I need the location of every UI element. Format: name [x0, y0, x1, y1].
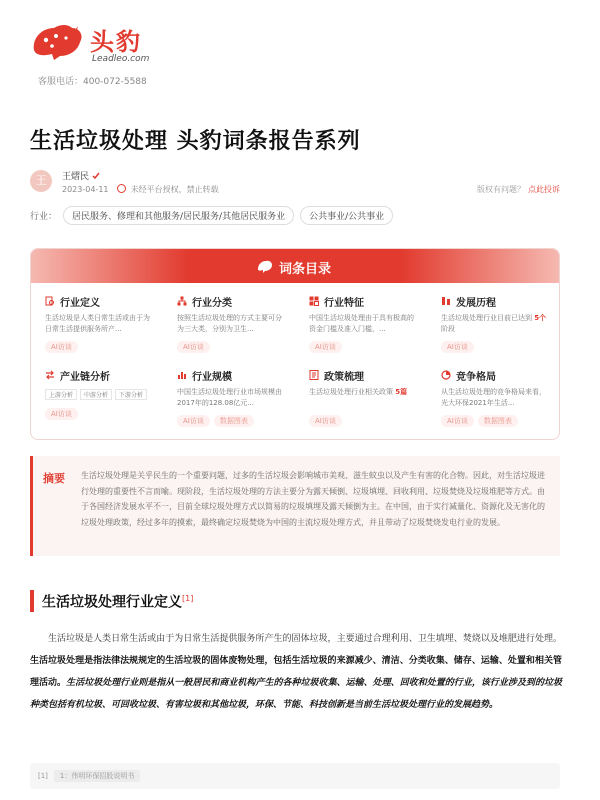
entry-toc — [30, 248, 560, 440]
pie-chart-icon — [441, 370, 451, 380]
industry-label: 行业： — [30, 212, 58, 222]
verified-icon — [92, 172, 100, 180]
section-body — [30, 628, 562, 716]
toc-item-desc: 中国生活垃圾处理由于具有极高的资金门槛及准入门槛，... — [309, 314, 414, 333]
arrows-icon — [45, 370, 55, 380]
abstract-box — [30, 456, 560, 556]
industry-row — [30, 206, 393, 225]
reference-mark: [1] — [38, 772, 48, 780]
toc-item-definition[interactable] — [31, 289, 163, 363]
timeline-icon — [441, 296, 451, 306]
toc-desc-text: 阶段 — [441, 325, 455, 333]
toc-item-scale[interactable] — [163, 363, 295, 437]
brand-name-cn: 头豹 — [90, 28, 142, 56]
body-bold-italic-text: 生活垃圾处理行业则是指从一般居民和商业机构产生的各种垃圾收集、运输、处理、回收和处置的行业，该行业涉及到的垃圾种类包括有机垃圾、可回收垃圾、有害垃圾和其他垃圾，环保、节能、科技创新是当前生活垃圾处理行业的发展趋势。 — [30, 678, 562, 710]
no-repost-icon — [117, 184, 126, 193]
toc-item-features[interactable] — [295, 289, 427, 363]
avatar: 王 — [30, 170, 52, 192]
leadleo-logo[interactable] — [30, 20, 180, 68]
toc-item-desc — [309, 387, 419, 409]
ai-interview-pill[interactable]: AI访谈 — [177, 341, 210, 353]
toc-item-classification[interactable] — [163, 289, 295, 363]
ai-interview-pill[interactable]: AI访谈 — [45, 408, 78, 420]
toc-item-label: 行业规模 — [192, 371, 232, 383]
toc-item-label: 产业链分析 — [60, 371, 110, 383]
industry-tag[interactable]: 居民服务、修理和其他服务/居民服务/其他居民服务业 — [63, 206, 294, 225]
leopard-logo-icon — [30, 20, 86, 64]
author-name-text: 王熠民 — [62, 172, 90, 182]
toc-item-label: 政策梳理 — [324, 371, 364, 383]
toc-grid — [31, 289, 560, 437]
data-chart-pill[interactable]: 数据图表 — [214, 415, 254, 427]
page-title: 生活垃圾处理 头豹词条报告系列 — [30, 129, 361, 154]
toc-item-label: 竞争格局 — [456, 371, 496, 383]
toc-desc-count: 5个 — [534, 314, 547, 322]
toc-item-label: 行业分类 — [192, 297, 232, 309]
toc-item-desc: 从生活垃圾处理的竞争格局来看，光大环保2021年生活... — [441, 388, 546, 407]
body-normal-text: 生活垃圾是人类日常生活或由于为日常生活提供服务所产生的固体垃圾，主要通过合理利用、卫生填埋、焚烧以及堆肥进行处理。 — [48, 634, 562, 644]
hotline: 客服电话：400-072-5588 — [38, 77, 147, 87]
ai-interview-pill[interactable]: AI访谈 — [441, 341, 474, 353]
document-icon — [309, 370, 319, 380]
toc-item-desc — [441, 313, 551, 335]
copyright-report — [477, 184, 560, 195]
toc-item-head — [309, 293, 419, 309]
article-meta — [62, 184, 219, 195]
toc-item-history[interactable] — [427, 289, 559, 363]
toc-item-label: 行业特征 — [324, 297, 364, 309]
downstream-tag[interactable]: 下游分析 — [115, 389, 147, 400]
toc-item-head — [45, 293, 155, 309]
body-bold-text: 生活垃圾处理是指法律法规规定的生活垃圾的固体废物处理，包括生活垃圾的来源减少、清洁、分类收集、储存、运输、处置和相关管理活动。 — [30, 656, 562, 688]
midstream-tag[interactable]: 中游分析 — [80, 389, 112, 400]
ai-interview-pill[interactable]: AI访谈 — [309, 415, 342, 427]
toc-item-desc: 中国生活垃圾处理行业市场规模由2017年的128.08亿元... — [177, 388, 282, 407]
ai-interview-pill[interactable]: AI访谈 — [177, 415, 210, 427]
toc-item-label: 发展历程 — [456, 297, 496, 309]
search-doc-icon — [45, 296, 55, 306]
abstract-label: 摘要 — [43, 472, 65, 485]
reference-item[interactable]: 1：伟明环保招股说明书 — [54, 770, 140, 782]
toc-item-head — [441, 367, 551, 383]
ai-interview-pill[interactable]: AI访谈 — [45, 341, 78, 353]
report-question: 版权有问题？ — [477, 185, 525, 194]
toc-desc-text: 生活垃圾处理行业相关政策 — [309, 388, 396, 396]
toc-item-label: 行业定义 — [60, 297, 100, 309]
toc-item-desc: 按照生活垃圾处理的方式主要可分为三大类，分别为卫生... — [177, 314, 282, 333]
bar-chart-icon — [177, 370, 187, 380]
upstream-tag[interactable]: 上游分析 — [45, 389, 77, 400]
report-link[interactable]: 点此投诉 — [528, 185, 560, 194]
brand-name-en: Leadleo.com — [92, 54, 150, 64]
hierarchy-icon — [177, 296, 187, 306]
toc-item-desc: 生活垃圾是人类日常生活或由于为日常生活提供服务所产... — [45, 314, 150, 333]
toc-item-head — [441, 293, 551, 309]
toc-item-head — [45, 367, 155, 383]
toc-desc-text: 生活垃圾处理行业目前已达到 — [441, 314, 535, 322]
footnote-ref[interactable]: [1] — [182, 594, 194, 603]
toc-item-head — [177, 293, 287, 309]
data-chart-pill[interactable]: 数据图表 — [478, 415, 518, 427]
toc-item-competition[interactable] — [427, 363, 559, 437]
leopard-icon — [257, 258, 273, 274]
toc-item-chain[interactable] — [31, 363, 163, 437]
toc-item-head — [309, 367, 419, 383]
publish-date: 2023-04-11 — [62, 185, 109, 194]
toc-item-head — [177, 367, 287, 383]
toc-title: 词条目录 — [279, 262, 332, 277]
section-title — [30, 590, 193, 612]
industry-tag[interactable]: 公共事业/公共事业 — [300, 206, 393, 225]
ai-interview-pill[interactable]: AI访谈 — [309, 341, 342, 353]
ai-interview-pill[interactable]: AI访谈 — [441, 415, 474, 427]
section-title-text: 生活垃圾处理行业定义 — [42, 594, 182, 611]
grid-icon — [309, 296, 319, 306]
author-name[interactable] — [62, 169, 100, 182]
toc-item-policy[interactable] — [295, 363, 427, 437]
toc-header — [31, 249, 559, 283]
license-note: 未经平台授权，禁止转载 — [130, 185, 219, 194]
references-bar — [30, 763, 560, 789]
toc-desc-count: 5篇 — [395, 388, 408, 396]
abstract-text: 生活垃圾处理是关乎民生的一个重要问题，过多的生活垃圾会影响城市美观、滋生蚊虫以及产生有害的化合物。因此，对生活垃圾进行处理的重要性不言而喻。现阶段，生活垃圾处理的方法主要分为露天倾倒、垃圾填埋、回收利用、垃圾焚烧及垃圾堆肥等方式。由于各国经济发展水平不一，目前全球垃圾处理方式以简易的垃圾填埋及露天倾倒为主。在中国，由于实行减量化、资源化及无害化的垃圾处理政策，经过多年的摸索，最终确定垃圾焚烧为中国的主流垃圾处理方式，并且带动了垃圾焚烧发电行业的发展。 — [81, 471, 545, 527]
